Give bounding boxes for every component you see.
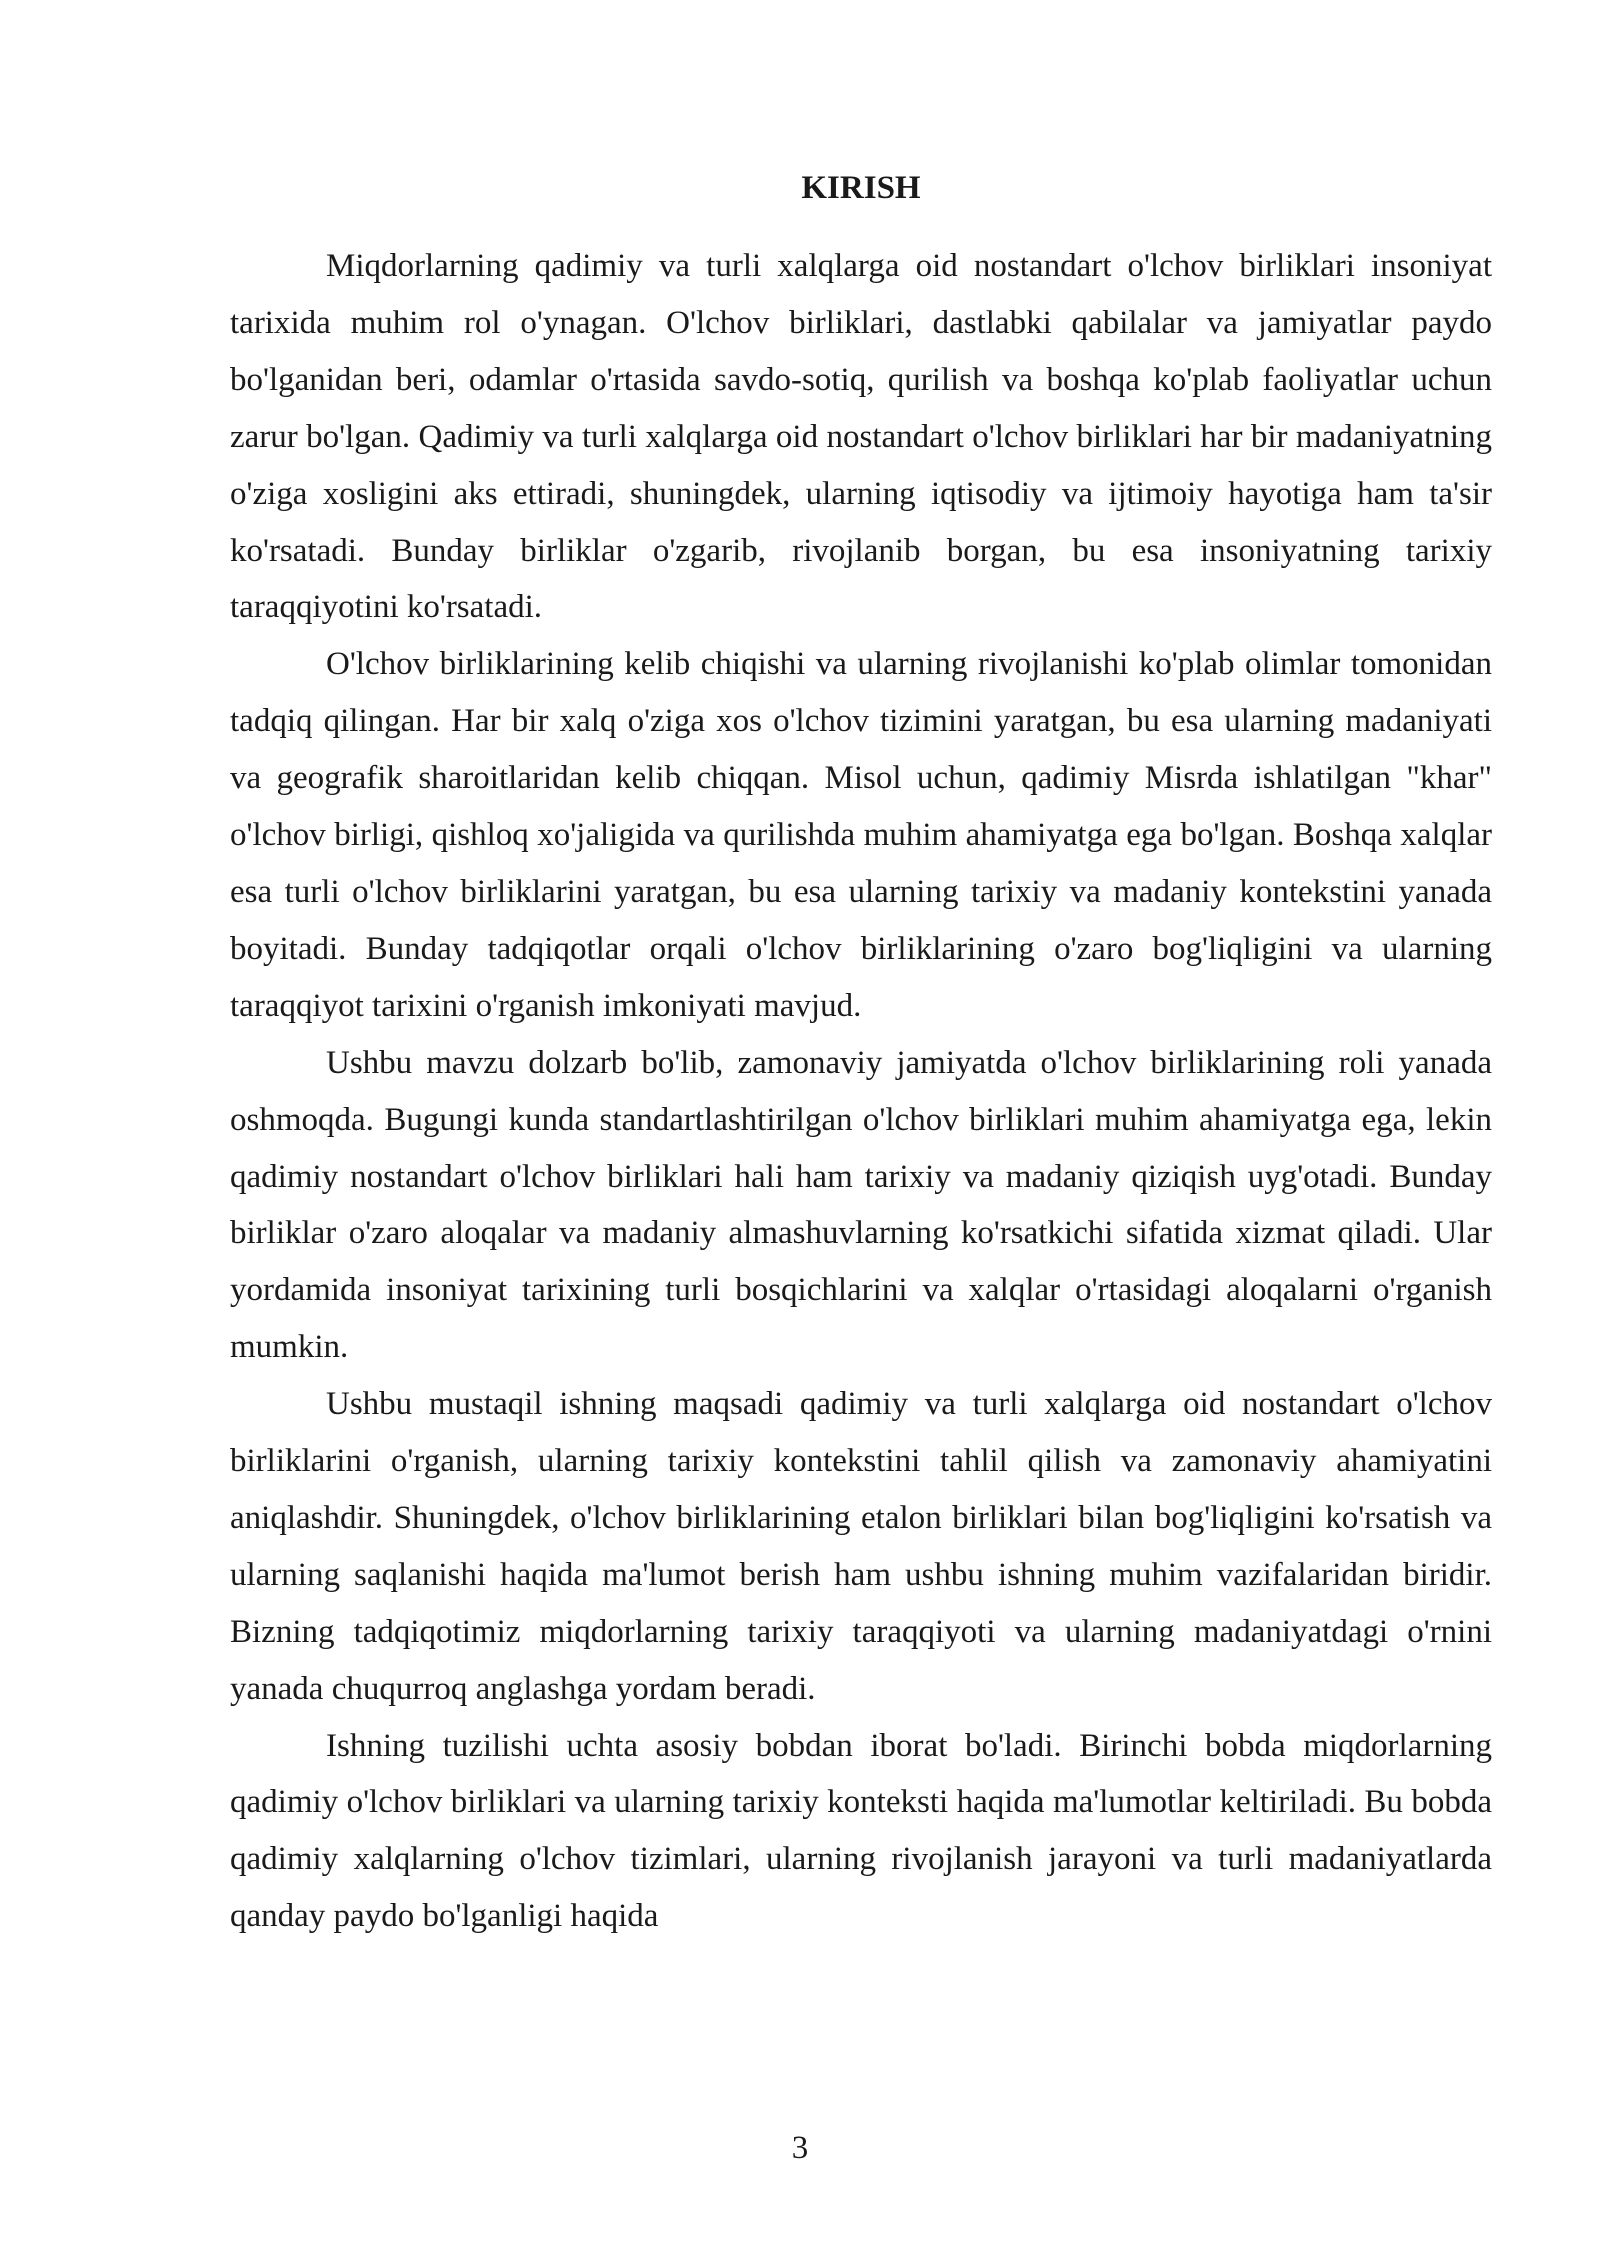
document-body — [230, 160, 1492, 1945]
paragraph-5: Ishning tuzilishi uchta asosiy bobdan iborat bo'ladi. Birinchi bobda miqdorlarning qadimiy o'lchov birliklari va ularning tarixiy konteksti haqida ma'lumotlar keltiriladi. Bu bobda qadimiy xalqlarning o'lchov tizimlari, ularning rivojlanish jarayoni va turli madaniyatlarda qanday paydo bo'lganligi haqida — [230, 1727, 1492, 1935]
paragraph-1: Miqdorlarning qadimiy va turli xalqlarga oid nostandart o'lchov birliklari insoniyat tarixida muhim rol o'ynagan. O'lchov birliklari, dastlabki qabilalar va jamiyatlar paydo bo'lganidan beri, odamlar o'rtasida savdo-sotiq, qurilish va boshqa ko'plab faoliyatlar uchun zarur bo'lgan. Qadimiy va turli xalqlarga oid nostandart o'lchov birliklari har bir madaniyatning o'ziga xosligini aks ettiradi, shuningdek, ularning iqtisodiy va ijtimoiy hayotiga ham ta'sir ko'rsatadi. Bunday birliklar o'zgarib, rivojlanib borgan, bu esa insoniyatning tarixiy taraqqiyotini ko'rsatadi. — [230, 248, 1492, 626]
chapter-title: KIRISH — [801, 170, 921, 206]
page-number: 3 — [791, 2130, 809, 2166]
paragraph-4: Ushbu mustaqil ishning maqsadi qadimiy va turli xalqlarga oid nostandart o'lchov birliklarini o'rganish, ularning tarixiy kontekstini tahlil qilish va zamonaviy ahamiyatini aniqlashdir. Shuningdek, o'lchov birliklarining etalon birliklari bilan bog'liqligini ko'rsatish va ularning saqlanishi haqida ma'lumot berish ham ushbu ishning muhim vazifalaridan biridir. Bizning tadqiqotimiz miqdorlarning tarixiy taraqqiyoti va ularning madaniyatdagi o'rnini yanada chuqurroq anglashga yordam beradi. — [230, 1386, 1492, 1707]
paragraph-2: O'lchov birliklarining kelib chiqishi va ularning rivojlanishi ko'plab olimlar tomonidan tadqiq qilingan. Har bir xalq o'ziga xos o'lchov tizimini yaratgan, bu esa ularning madaniyati va geografik sharoitlaridan kelib chiqqan. Misol uchun, qadimiy Misrda ishlatilgan "khar" o'lchov birligi, qishloq xo'jaligida va qurilishda muhim ahamiyatga ega bo'lgan. Boshqa xalqlar esa turli o'lchov birliklarini yaratgan, bu esa ularning tarixiy va madaniy kontekstini yanada boyitadi. Bunday tadqiqotlar orqali o'lchov birliklarining o'zaro bog'liqligini va ularning taraqqiyot tarixini o'rganish imkoniyati mavjud. — [230, 646, 1492, 1024]
paragraph-3: Ushbu mavzu dolzarb bo'lib, zamonaviy jamiyatda o'lchov birliklarining roli yanada oshmoqda. Bugungi kunda standartlashtirilgan o'lchov birliklari muhim ahamiyatga ega, lekin qadimiy nostandart o'lchov birliklari hali ham tarixiy va madaniy qiziqish uyg'otadi. Bunday birliklar o'zaro aloqalar va madaniy almashuvlarning ko'rsatkichi sifatida xizmat qiladi. Ular yordamida insoniyat tarixining turli bosqichlarini va xalqlar o'rtasidagi aloqalarni o'rganish mumkin. — [230, 1044, 1492, 1366]
